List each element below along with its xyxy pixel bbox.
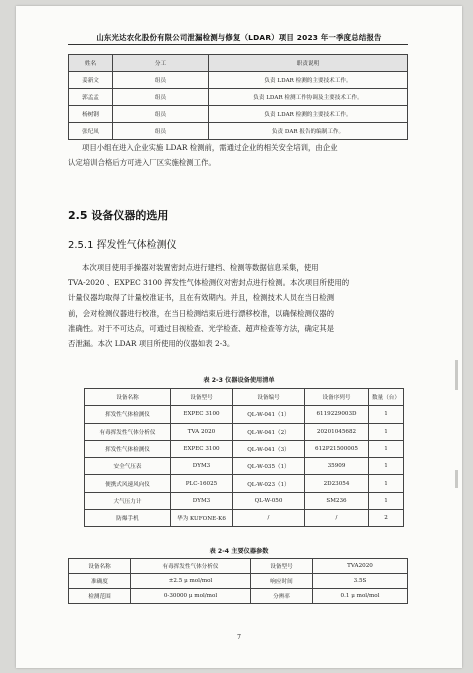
table-cell: 响应时间	[251, 574, 313, 589]
scan-edge-mark	[455, 470, 458, 488]
table-cell: 组员	[113, 106, 209, 123]
section-heading: 2.5 设备仪器的选用	[68, 209, 169, 222]
table-caption: 表 2-4 主要仪器参数	[209, 548, 269, 555]
text-line: 准确性。对于不可达点，可通过目视检查、光学检查、超声检查等方法，确定其是	[68, 323, 335, 333]
table-cell: 1	[369, 475, 404, 492]
header-cell: 职责说明	[209, 55, 408, 72]
parameter-table	[68, 558, 408, 604]
table-cell: 安全气压表	[85, 458, 171, 475]
table-row	[69, 106, 408, 123]
table-cell: 0.1 μ mol/mol	[313, 589, 408, 604]
table-row	[69, 123, 408, 140]
table-cell: 612P21500005	[305, 440, 369, 457]
table-cell: 检测范围	[69, 589, 131, 604]
table-row	[69, 559, 408, 574]
table-cell: 负责 LDAR 检测工作协调及主要技术工作。	[209, 89, 408, 106]
table-cell: 郭孟孟	[69, 89, 113, 106]
table-cell: DYM3	[171, 458, 233, 475]
table-row	[85, 406, 404, 423]
table-cell: 张纪凤	[69, 123, 113, 140]
table-cell: 1	[369, 423, 404, 440]
table-cell: DYM3	[171, 492, 233, 509]
header-rule	[68, 44, 408, 45]
scan-edge-mark	[455, 360, 458, 390]
equipment-table	[84, 388, 404, 527]
table-cell: 35909	[305, 458, 369, 475]
table-cell: 1	[369, 492, 404, 509]
header-cell: 分工	[113, 55, 209, 72]
table-cell: QL-W-041（2）	[233, 423, 305, 440]
table-cell: QL-W-041（3）	[233, 440, 305, 457]
table-cell: ±2.5 μ mol/mol	[131, 574, 251, 589]
table-cell: 设备型号	[251, 559, 313, 574]
table-row	[85, 458, 404, 475]
table-cell: 准确度	[69, 574, 131, 589]
table-cell: 有毒挥发性气体分析仪	[85, 423, 171, 440]
table-row	[69, 574, 408, 589]
header-cell: 设备型号	[171, 389, 233, 406]
header-cell: 数量（台）	[369, 389, 404, 406]
staff-table	[68, 54, 408, 140]
table-cell: 便携式风速风向仪	[85, 475, 171, 492]
table-cell: TVA2020	[313, 559, 408, 574]
table-cell: 杨树钢	[69, 106, 113, 123]
subsection-heading: 2.5.1 挥发性气体检测仪	[68, 240, 177, 251]
page-number: 7	[237, 634, 241, 641]
equipment-table-header	[85, 389, 404, 406]
table-caption: 表 2-3 仪器设备使用清单	[203, 377, 275, 384]
table-cell: /	[233, 510, 305, 527]
running-header: 山东光达农化股份有限公司泄漏检测与修复（LDAR）项目 2023 年一季度总结报告	[96, 33, 382, 42]
header-cell: 设备序列号	[305, 389, 369, 406]
table-cell: QL-W-035（1）	[233, 458, 305, 475]
table-cell: 挥发性气体检测仪	[85, 406, 171, 423]
table-cell: 1	[369, 406, 404, 423]
table-cell: /	[305, 510, 369, 527]
table-cell: 6119229003D	[305, 406, 369, 423]
table-row	[69, 89, 408, 106]
table-row	[85, 423, 404, 440]
table-cell: EXPEC 3100	[171, 406, 233, 423]
table-cell: 组员	[113, 72, 209, 89]
staff-table-header	[69, 55, 408, 72]
header-cell: 设备编号	[233, 389, 305, 406]
table-row	[85, 492, 404, 509]
table-cell: 有毒挥发性气体分析仪	[131, 559, 251, 574]
table-row	[85, 475, 404, 492]
table-cell: 3.5S	[313, 574, 408, 589]
table-cell: 2D23054	[305, 475, 369, 492]
table-cell: EXPEC 3100	[171, 440, 233, 457]
table-row	[69, 589, 408, 604]
text-line: 否泄漏。本次 LDAR 项目所使用的仪器如表 2-3。	[68, 339, 235, 349]
table-cell: QL-W-023（1）	[233, 475, 305, 492]
text-line: 前，会对检测仪器进行校准，在当日检测结束后进行漂移校准，以确保检测仪器的	[68, 308, 335, 318]
document-page	[16, 6, 462, 668]
table-cell: 防爆手机	[85, 510, 171, 527]
table-cell: 挥发性气体检测仪	[85, 440, 171, 457]
table-cell: 1	[369, 458, 404, 475]
table-row	[69, 72, 408, 89]
table-cell: 分辨率	[251, 589, 313, 604]
table-cell: 姜新文	[69, 72, 113, 89]
table-cell: QL-W-050	[233, 492, 305, 509]
table-cell: 大气压力计	[85, 492, 171, 509]
text-line: 本次项目使用手操器对装置密封点进行建档、检测等数据信息采集，使用	[82, 263, 319, 272]
table-cell: 负责 LDAR 检测的主要技术工作。	[209, 72, 408, 89]
table-cell: 设备名称	[69, 559, 131, 574]
instrument-paragraph	[68, 260, 408, 351]
table-cell: 2	[369, 510, 404, 527]
text-line: 项目小组在进入企业实施 LDAR 检测前，需通过企业的相关安全培训，由企业	[82, 143, 338, 152]
table-cell: 华为 KUFONE-K6	[171, 510, 233, 527]
table-row	[85, 510, 404, 527]
table-cell: 20201045682	[305, 423, 369, 440]
table-cell: 0-30000 μ mol/mol	[131, 589, 251, 604]
table-cell: SM236	[305, 492, 369, 509]
table-cell: QL-W-041（1）	[233, 406, 305, 423]
table-cell: PLC-16025	[171, 475, 233, 492]
table-cell: 1	[369, 440, 404, 457]
header-cell: 设备名称	[85, 389, 171, 406]
text-line: TVA-2020 、EXPEC 3100 挥发性气体检测仪对密封点进行检测。本次项目所使用的	[68, 278, 350, 288]
text-line: 计量仪器均取得了计量校准证书，且在有效期内。并且，检测技术人员在当日检测	[68, 293, 335, 303]
text-line: 认定培训合格后方可进入厂区实施检测工作。	[68, 158, 216, 168]
table-row	[85, 440, 404, 457]
table-cell: 组员	[113, 123, 209, 140]
table-cell: 组员	[113, 89, 209, 106]
table-cell: TVA 2020	[171, 423, 233, 440]
training-paragraph	[68, 140, 408, 170]
table-cell: 负责 DAR 报告的编制工作。	[209, 123, 408, 140]
table-cell: 负责 LDAR 检测的主要技术工作。	[209, 106, 408, 123]
header-cell: 姓名	[69, 55, 113, 72]
